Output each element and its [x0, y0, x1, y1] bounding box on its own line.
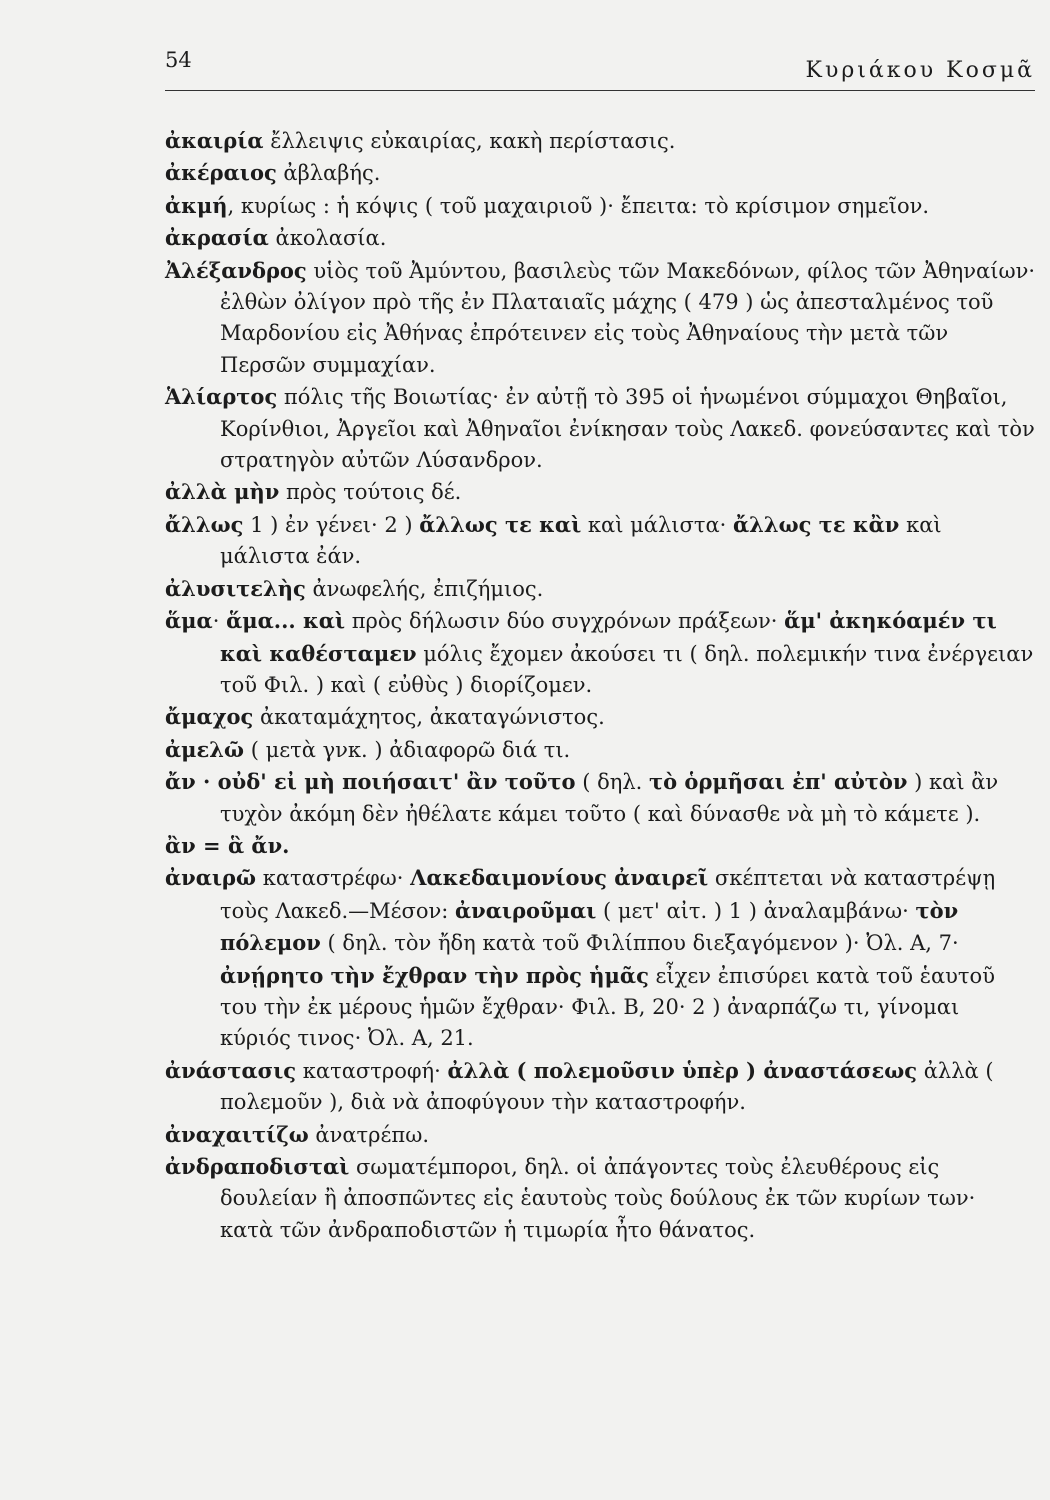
glossary-entry: [165, 1055, 1035, 1119]
phrase: ἄλλως τε κἂν: [733, 511, 900, 537]
definition: ἀλλὰ ( πολεμοῦν ), διὰ νὰ ἀποφύγουν τὴν καταστροφήν.: [220, 1058, 994, 1115]
glossary-entry: [165, 1119, 1035, 1151]
headword: ἀνδραποδισταὶ: [165, 1154, 350, 1179]
definition: ·: [212, 609, 227, 634]
glossary-entry: [165, 476, 1035, 508]
definition: ἀνατρέπω.: [308, 1122, 429, 1147]
definition: υἱὸς τοῦ Ἀμύντου, βασιλεὺς τῶν Μακεδόνων, φίλος τῶν Ἀθηναίων· ἐλθὼν ὀλίγον πρὸ τῆς ἐν Πλαταιαῖς μάχης ( 479 ) ὡς ἀπεσταλμένος τοῦ Μαρδονίου εἰς Ἀθήνας ἐπρότεινεν εἰς τοὺς Ἀθηναίους τὴν μετὰ τῶν Περσῶν συμμαχίαν.: [220, 258, 1036, 377]
definition: σκέπτεται νὰ καταστρέψῃ τοὺς Λακεδ.—Μέσον:: [220, 866, 996, 923]
glossary-entry: [165, 701, 1035, 733]
glossary-entry: [165, 157, 1035, 189]
headword: ἀναχαιτίζω: [165, 1121, 309, 1147]
glossary-entry: [165, 125, 1035, 157]
definition: καὶ μάλιστα·: [581, 512, 733, 537]
definition: καταστροφή·: [296, 1058, 448, 1083]
glossary-entry: [165, 190, 1035, 222]
definition: πρὸς τούτοις δέ.: [279, 480, 462, 505]
headword: ἀκμή: [165, 192, 228, 218]
headword: ἅμα: [165, 608, 213, 634]
phrase: ἀνῄρητο τὴν ἔχθραν τὴν πρὸς ἡμᾶς: [220, 962, 649, 988]
definition: ( μετὰ γνκ. ) ἀδιαφορῶ διά τι.: [244, 737, 571, 762]
glossary-entry: [165, 605, 1035, 701]
glossary-entry: [165, 573, 1035, 605]
definition: ἀνωφελής, ἐπιζήμιος.: [305, 576, 544, 601]
headword: ἄμαχος: [165, 704, 254, 730]
definition: ἀκολασία.: [268, 226, 387, 251]
definition: σωματέμποροι, δηλ. οἱ ἀπάγοντες τοὺς ἐλευθέρους εἰς δουλείαν ἢ ἀποσπῶντες εἰς ἑαυτοὺς τοὺς δούλους ἐκ τῶν κυρίων των· κατὰ τῶν ἀνδραποδιστῶν ἡ τιμωρία ἦτο θάνατος.: [220, 1155, 976, 1242]
phrase: τὸ ὁρμῆσαι ἐπ' αὐτὸν: [648, 769, 908, 795]
definition: ( δηλ. τὸν ἤδη κατὰ τοῦ Φιλίππου διεξαγόμενον )· Ὀλ. Α, 7·: [320, 931, 959, 956]
glossary-entry: [165, 222, 1035, 254]
definition: εἶχεν ἐπισύρει κατὰ τοῦ ἑαυτοῦ του τὴν ἐκ μέρους ἡμῶν ἔχθραν· Φιλ. Β, 20· 2 ) ἀναρπάζω τι, γίνομαι κύριός τινος· Ὀλ. Α, 21.: [220, 963, 995, 1051]
headword: ἀκέραιος: [165, 160, 277, 186]
page-number: 54: [165, 48, 192, 72]
definition: ( δηλ.: [575, 770, 649, 795]
glossary-entry: [165, 1151, 1035, 1246]
page-header: [165, 48, 1035, 91]
headword: ἀκαιρία: [165, 128, 264, 153]
glossary-entry: [165, 381, 1035, 476]
headword: ἄλλως: [165, 511, 244, 537]
definition: καὶ μάλιστα ἐάν.: [220, 512, 942, 569]
definition: πρὸς δήλωσιν δύο συγχρόνων πράξεων·: [345, 609, 785, 634]
phrase: ἅμ' ἀκηκόαμέν τι καὶ καθέσταμεν: [220, 608, 997, 666]
glossary-entries: [165, 125, 1035, 1246]
definition: ( μετ' αἰτ. ) 1 ) ἀναλαμβάνω·: [596, 898, 916, 923]
definition: ἀβλαβής.: [276, 161, 381, 186]
headword: ἀμελῶ: [165, 736, 245, 762]
headword: ἀκρασία: [165, 225, 269, 251]
phrase: Λακεδαιμονίους ἀναιρεῖ: [410, 865, 709, 891]
phrase: ἅμα... καὶ: [226, 608, 346, 634]
glossary-entry: [165, 830, 1035, 862]
phrase: ἀλλὰ ( πολεμοῦσιν ὑπὲρ ) ἀναστάσεως: [447, 1057, 918, 1083]
phrase: ἀναιροῦμαι: [455, 897, 597, 923]
glossary-entry: [165, 734, 1035, 766]
headword: ἀνάστασις: [165, 1057, 297, 1083]
definition: ) καὶ ἂν τυχὸν ἀκόμη δὲν ἠθέλατε κάμει τοῦτο ( καὶ δύνασθε νὰ μὴ τὸ κάμετε ).: [220, 770, 999, 826]
headword: ἀναιρῶ: [165, 865, 257, 891]
headword: Ἀλέξανδρος: [165, 257, 307, 283]
headword: ἄν · οὐδ' εἰ μὴ ποιήσαιτ' ἂν τοῦτο: [165, 769, 576, 795]
definition: ἀκαταμάχητος, ἀκαταγώνιστος.: [253, 705, 605, 730]
definition: ἔλλειψις εὐκαιρίας, κακὴ περίστασις.: [263, 129, 676, 153]
headword: ἀλυσιτελὴς: [165, 575, 306, 601]
phrase: τὸν πόλεμον: [220, 897, 959, 956]
definition: 1 ) ἐν γένει· 2 ): [243, 512, 420, 537]
headword: ἂν = ἃ ἄν.: [165, 832, 290, 858]
headword: Ἁλίαρτος: [165, 384, 278, 410]
definition: πόλις τῆς Βοιωτίας· ἐν αὐτῇ τὸ 395 οἱ ἡνωμένοι σύμμαχοι Θηβαῖοι, Κορίνθιοι, Ἀργεῖοι καὶ Ἀθηναῖοι ἐνίκησαν τοὺς Λακεδ. φονεύσαντες καὶ τὸν στρατηγὸν αὐτῶν Λύσανδρον.: [220, 385, 1035, 473]
phrase: ἄλλως τε καὶ: [419, 511, 582, 537]
glossary-entry: [165, 862, 1035, 1054]
running-head: Κυριάκου Κοσμᾶ: [805, 58, 1035, 83]
headword: ἀλλὰ μὴν: [165, 479, 280, 505]
glossary-entry: [165, 255, 1035, 382]
definition: μόλις ἔχομεν ἀκούσει τι ( δηλ. πολεμικήν τινα ἐνέργειαν τοῦ Φιλ. ) καὶ ( εὐθὺς ) διορίζομεν.: [220, 641, 1034, 697]
glossary-entry: [165, 509, 1035, 573]
definition: καταστρέφω·: [256, 866, 411, 891]
glossary-entry: [165, 766, 1035, 830]
definition: , κυρίως : ἡ κόψις ( τοῦ μαχαιριοῦ )· ἔπειτα: τὸ κρίσιμον σημεῖον.: [227, 193, 930, 218]
